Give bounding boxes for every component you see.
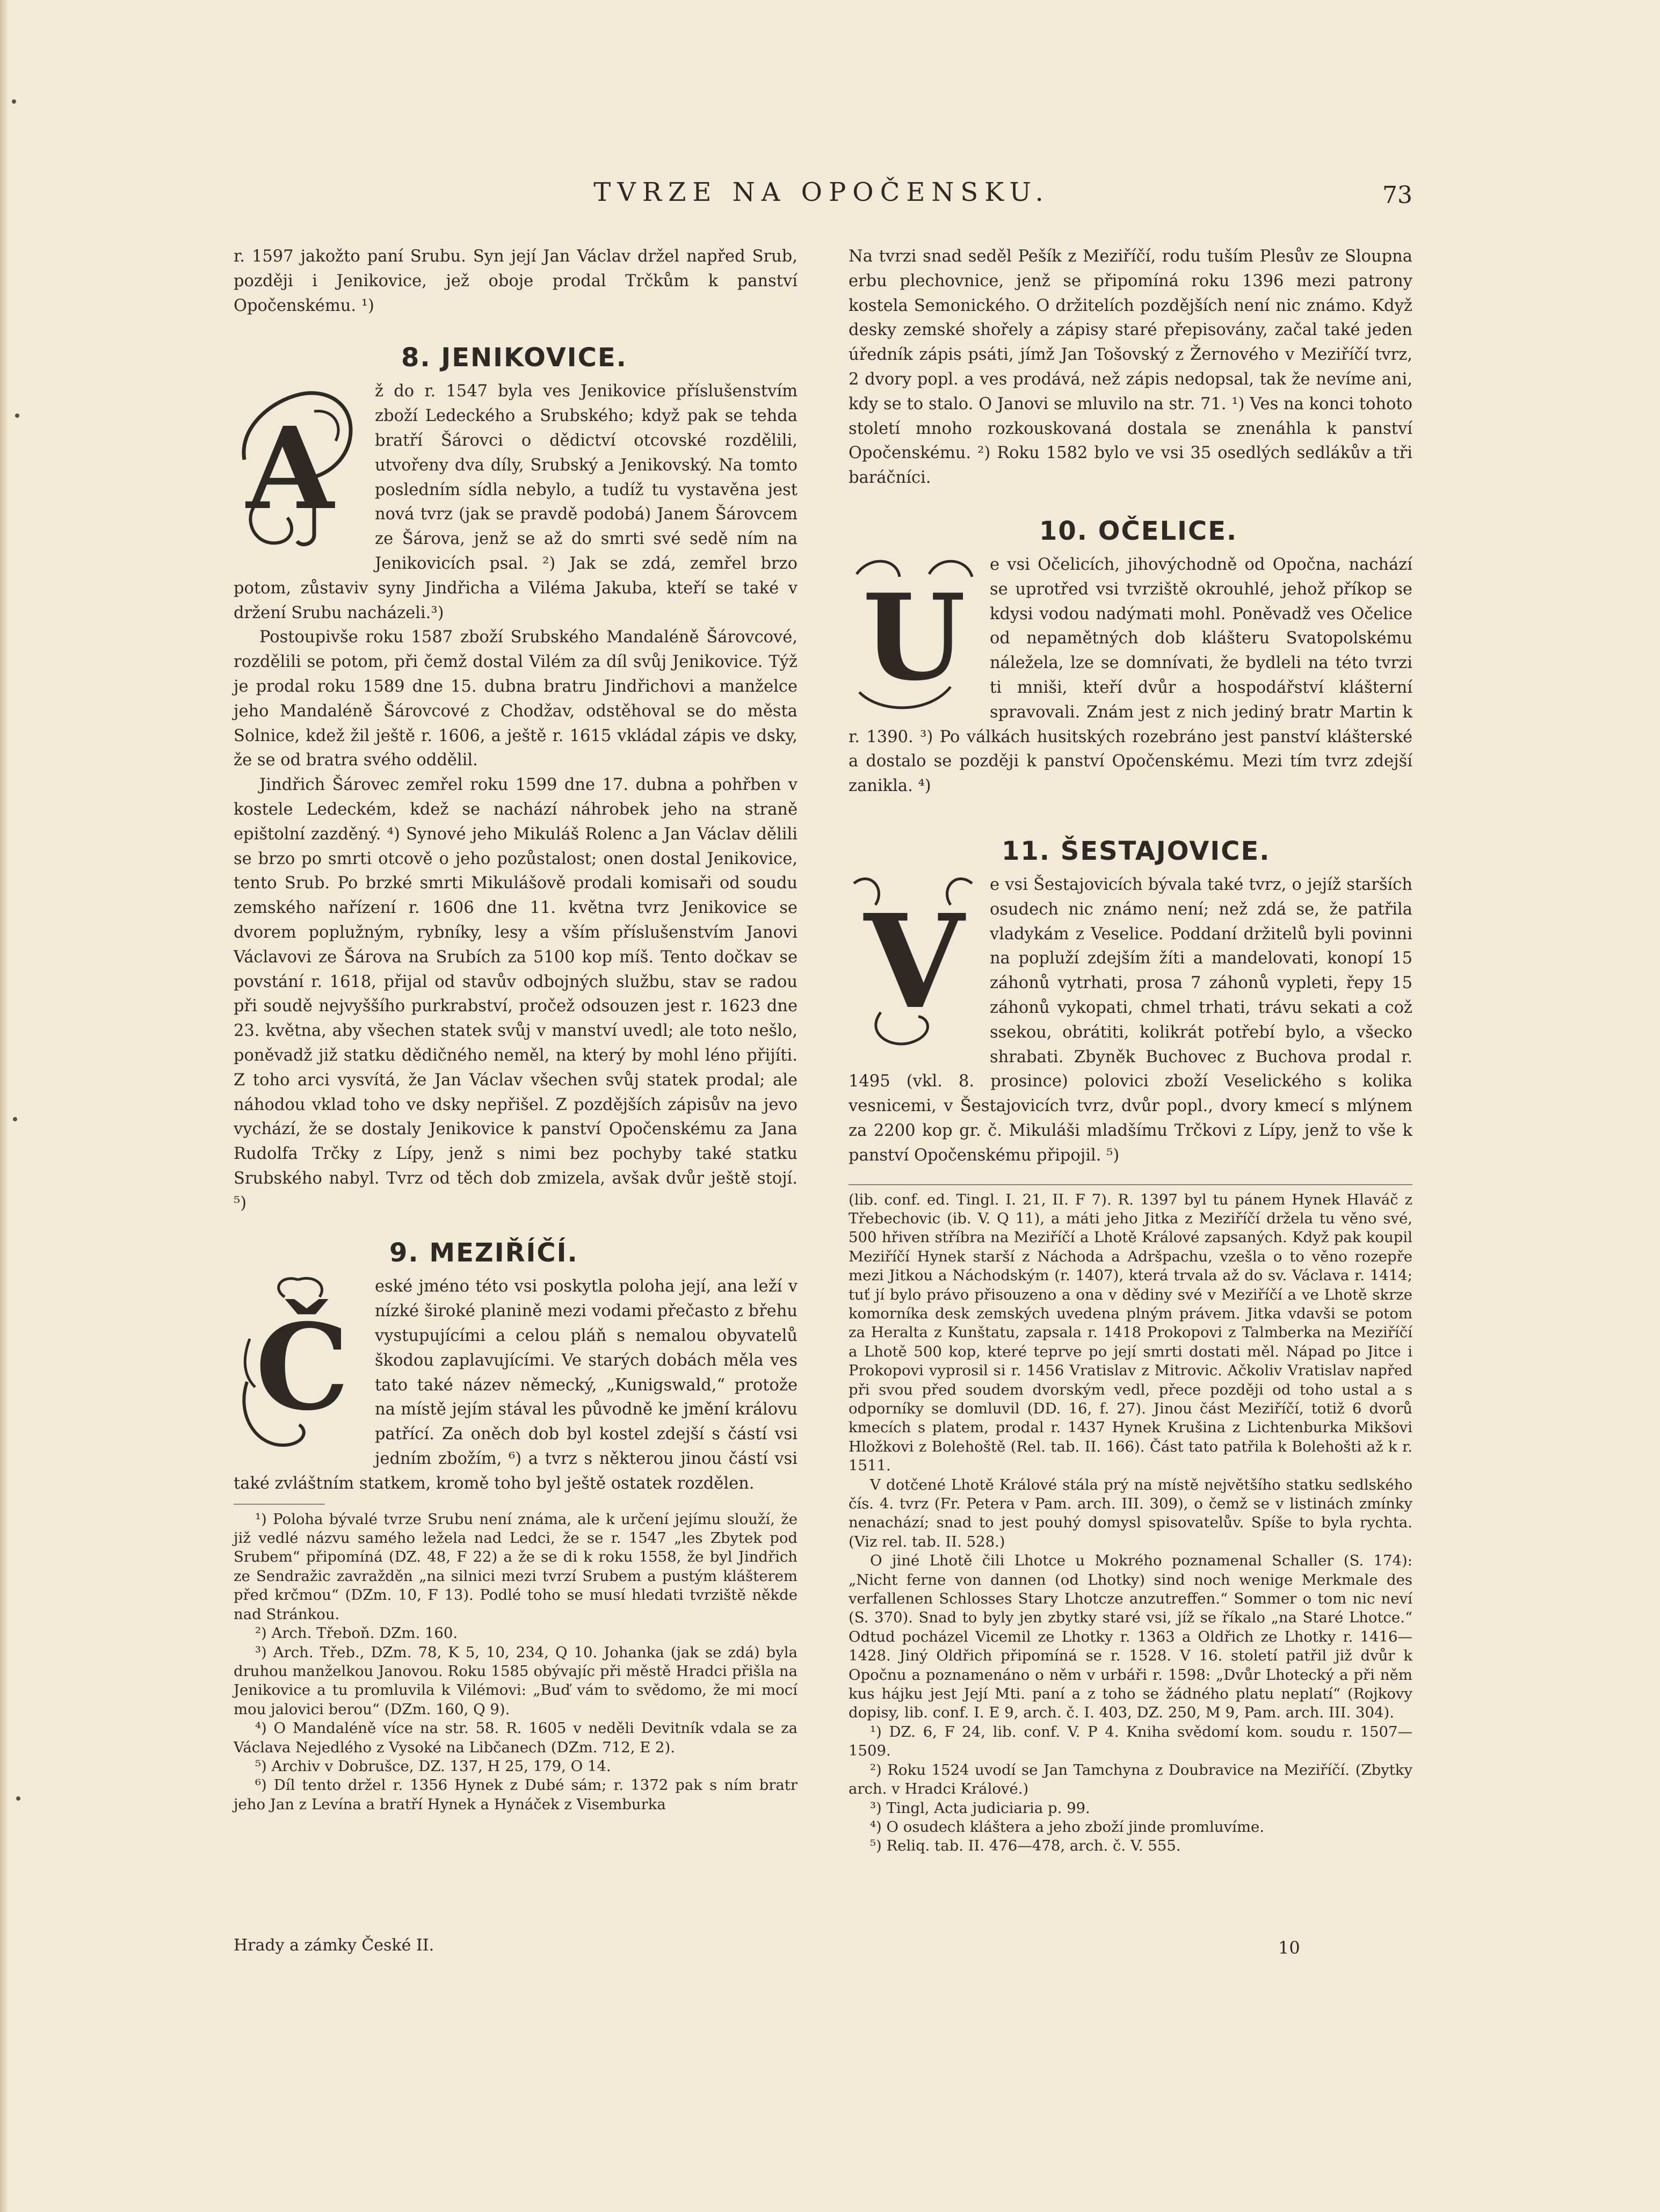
footnotes [234, 1510, 798, 1815]
footnote: (lib. conf. ed. Tingl. I. 21, II. F 7). R. 1397 byl tu pánem Hynek Hlaváč z Třebechovic (ib. V. Q 11), a máti jeho Jitka z Meziříčí držela tu věno své, 500 hřiven stříbra na Meziříčí a Lhotě Králové zapsaných. Když pak koupil Meziříčí Hynek starší z Náchoda a Adršpachu, vzešla o to věno rozepře mezi Jitkou a Náchodským (r. 1407), která trvala až do sv. Václava r. 1414; tuť jí bylo právo přisouzeno a ona v dědiny své v Meziříčí a ve Lhotě skrze komorníka desk zemských uvedena plným právem. Jitka vdavši se potom za Heralta z Kunštatu, zapsala r. 1418 Prokopovi z Talmberka na Meziříčí a Lhotě 500 kop, které teprve po její smrti dostati měl. Nápad po Jitce i Prokopovi vyprosil si r. 1456 Vratislav z Mitrovic. Ačkoliv Vratislav napřed při svou před soudem dvorským vedl, přece později od toho ustal a s odporníky se domluvil (DD. 16, f. 27). Jinou část Meziříčí, totiž 6 dvorů kmecích s platem, prodal r. 1437 Hynek Krušina z Lichtenburka Mikšovi Hložkovi z Bolehoště (Rel. tab. II. 166). Část tato patřila k Bolehošti až k r. 1511. [849, 1191, 1412, 1475]
dropcap-v [849, 873, 980, 1050]
svg-text:Č: Č [255, 1297, 350, 1437]
running-title: TVRZE NA OPOČENSKU. [593, 177, 1050, 207]
footnote: ⁵) Archiv v Dobrušce, DZ. 137, H 25, 179, O 14. [255, 1757, 611, 1775]
dropcap-c [234, 1274, 365, 1452]
footnote: ⁴) O Mandaléně více na str. 58. R. 1605 v neděli Devitník vdala se za Václava Nejedlého z Vysoké na Libčanech (DZm. 712, E 2). [234, 1720, 798, 1756]
footnote: ¹) Poloha bývalé tvrze Srubu není známa, ale k určení jejímu slouží, že již vedlé názvu samého ležela nad Ledci, že se r. 1547 „les Zbytek pod Srubem“ připomíná (DZ. 48, F 22) a že se di k roku 1558, že byl Jindřich ze Sendražic zavražděn „na silnici mezi tvrzí Srubem a pustým klášterem před krčmou“ (DZm. 10, F 13). Podlé toho se musí hledati tvrziště někde nad Stránkou. [234, 1510, 798, 1623]
svg-text:U: U [862, 567, 966, 707]
signature-number: 10 [1278, 1938, 1300, 1958]
margin-speck [13, 1117, 17, 1121]
section-heading [234, 1238, 798, 1274]
footnote: ¹) DZ. 6, F 24, lib. conf. V. P 4. Kniha svědomí kom. soudu r. 1507—1509. [849, 1723, 1412, 1760]
ornamental-initial-icon [234, 379, 365, 551]
footnote: ⁵) Reliq. tab. II. 476—478, arch. č. V. 555. [870, 1837, 1181, 1855]
section-paragraph: e vsi Šestajovicích bývala také tvrz, o jejíž starších osudech nic známo není; než zdá se, že patřila vladykám z Veselice. Poddaní držitelů byli povinni na popluží zdejším žíti a mandelovati, konopí 15 záhonů vytrhati, prosa 7 záhonů vypleti, řepy 15 záhonů vykopati, chmel trhati, trávu sekati a což ssekou, obrátiti, kolikrát potřebí bylo, a všecko shrabati. Zbyněk Buchovec z Buchova prodal r. 1495 (vkl. 8. prosince) polovici zboží Veselického s kolika vesnicemi, v Šestajovicích tvrz, dvůr popl., dvory kmecí s mlýnem za 2200 kop gr. č. Mikuláši mladšímu Trčkovi z Lípy, jenž to vše k panství Opočenskému připojil. ⁵) [849, 875, 1412, 1165]
section-heading [849, 516, 1412, 553]
ornamental-initial-icon [234, 1274, 365, 1452]
left-column [234, 244, 798, 1814]
section-paragraph: ž do r. 1547 byla ves Jenikovice příslušenstvím zboží Ledeckého a Srubského; když pak se tehda bratří Šárovci o dědictví otcovské rozdělili, utvořeny dva díly, Srubský a Jenikovský. Na tomto posledním sídla nebylo, a tudíž tu vystavěna jest nová tvrz (jak se pravdě podobá) Janem Šárovcem ze Šárova, jenž se až do smrti své sedě ním na Jenikovicích psal. ²) Jak se zdá, zemřel brzo potom, zůstaviv syny Jindřicha a Viléma Jakuba, kteří se také v držení Srubu nacházeli.³) [234, 382, 798, 622]
footnote: ³) Tingl, Acta judiciaria p. 99. [870, 1799, 1090, 1817]
margin-speck [12, 99, 16, 104]
page-edge [0, 0, 8, 2212]
section-title-jenikovice: 8. JENIKOVICE. [401, 343, 627, 373]
dropcap-a [234, 379, 365, 551]
page-header [231, 177, 1412, 220]
footnote: ²) Arch. Třeboň. DZm. 160. [255, 1624, 458, 1642]
svg-text:V: V [864, 886, 965, 1038]
ornamental-initial-icon [849, 873, 980, 1050]
section-heading [849, 836, 1412, 873]
section-paragraph: e vsi Očelicích, jihovýchodně od Opočna, nachází se uprotřed vsi tvrziště okrouhlé, jehož příkop se kdysi vodou nadýmati mohl. Poněvadž ves Očelice od nepamětných dob klášteru Svatopolskému náležela, lze se domnívati, že bydleli na této tvrzi ti mniši, kteří dvůr a hospodářství klášterní spravovali. Znám jest z nich jediný bratr Martin k r. 1390. ³) Po válkách husitských rozebráno jest panství klášterské a dostalo se později k panství Opočenskému. Mezi tím tvrz zdejší zanikla. ⁴) [849, 555, 1412, 796]
footnote-rule [234, 1504, 325, 1505]
section-paragraph: Jindřich Šárovec zemřel roku 1599 dne 17. dubna a pohřben v kostele Ledeckém, kdež se nachází náhrobek jeho na straně epištolní zazděný. ⁴) Synové jeho Mikuláš Rolenc a Jan Václav dělili se brzo po smrti otcově o jeho pozůstalost; onen dostal Jenikovice, tento Srub. Po brzké smrti Mikulášově prodali komisaři od soudu zemského nařízení r. 1606 dne 11. května tvrz Jenikovice se dvorem poplužným, rybníky, lesy a vším příslušenstvím Janovi Václavovi ze Šárova na Srubích za 5100 kop míš. Tento dočkav se povstání r. 1618, přijal od stavův odbojných službu, stav se radou při soudě nejvyššího purkrabství, pročež odsouzen jest r. 1623 dne 23. května, aby všechen statek svůj v manství uvedl; ale toto nešlo, poněvadž již statku dědičného neměl, na který by mohl léno přijíti. Z toho arci vysvítá, že Jan Václav všechen svůj statek prodal; ale náhodou vklad toho ve dsky nepřišel. Z pozdějších zápisův na jevo vychází, že se dostaly Jenikovice k panství Opočenskému za Jana Rudolfa Trčky z Lípy, jenž s nimi bez pochyby také statku Srubského nabyl. Tvrz od těch dob zmizela, avšak dvůr ještě stojí. ⁵) [234, 775, 798, 1213]
section-title-mezirici: 9. MEZIŘÍČÍ. [389, 1238, 578, 1268]
intro-paragraph: Na tvrzi snad seděl Pešík z Meziříčí, rodu tuším Plesův ze Sloupna erbu plechovnice, jenž se připomíná roku 1396 mezi patrony kostela Semonického. O držitelích pozdějších není nic známo. Když desky zemské shořely a zápisy staré přepisovány, začal také jeden úředník zápis psáti, jímž Jan Tošovský z Žernového v Meziříčí tvrz, 2 dvory popl. a ves prodává, než zápis nedopsal, tak že nevíme ani, kdy se to stalo. O Janovi se mluvilo na str. 71. ¹) Ves na konci tohoto století mnoho rozkouskovaná dostala se znenáhla k panství Opočenskému. ²) Roku 1582 bylo ve vsi 35 osedlých sedlákův a tři baráčníci. [849, 247, 1412, 488]
footnote: O jiné Lhotě čili Lhotce u Mokrého poznamenal Schaller (S. 174): „Nicht ferne von dannen (od Lhotky) sind noch wenige Merkmale des verfallenen Schlosses Stary Lhotcze anzutreffen.“ Sommer o tom nic neví (S. 370). Snad to byly jen zbytky staré vsi, jíž se říkalo „na Staré Lhotce.“ Odtud pocházel Vicemil ze Lhotky r. 1363 a Oldřich ze Lhotky r. 1416—1428. Jiný Oldřich připomíná se r. 1528. V 16. století patřil již dvůr k Opočnu a poznamenáno o něm v urbáři r. 1598: „Dvůr Lhotecký a při něm kus hájku jest Její Mti. paní a z toho se žádného platu neplatí“ (Rojkovy dopisy, lib. conf. I. E 9, arch. č. I. 403, DZ. 250, M 9, Pam. arch. III. 304). [849, 1552, 1412, 1722]
margin-speck [16, 1796, 20, 1801]
section-title-ocelice: 10. OČELICE. [1039, 516, 1238, 546]
footnote: ²) Roku 1524 uvodí se Jan Tamchyna z Doubravice na Meziříčí. (Zbytky arch. v Hradci Králové.) [849, 1761, 1412, 1798]
section-paragraph: Postoupivše roku 1587 zboží Srubského Mandaléně Šárovcové, rozdělili se potom, při čemž dostal Vilém za díl svůj Jenikovice. Týž je prodal roku 1589 dne 15. dubna bratru Jindřichovi a manželce jeho Mandaléně Šárovcové z Chodžav, odstěhoval se do města Solnice, kdež žil ještě r. 1606, a ještě r. 1615 vkládal zápis ve dsky, že se od bratra svého oddělil. [234, 628, 798, 770]
page-number: 73 [1382, 182, 1412, 209]
intro-paragraph: r. 1597 jakožto paní Srubu. Syn její Jan Václav držel napřed Srub, později i Jenikovice, jež oboje prodal Trčkům k panství Opočenskému. ¹) [234, 247, 798, 315]
footnotes-continued [849, 1191, 1412, 1856]
section-paragraph: eské jméno této vsi poskytla poloha její, ana leží v nízké široké planině mezi vodami přečasto z břehu vystupujícími a celou pláň s nemalou obyvatelů škodou zaplavujícími. Ve starých dobách měla ves tato také název německý, „Kunigswald,“ protože na místě jejím stával les původně ke jmění královu patřící. Za oněch dob byl kostel zdejší s částí vsi jedním zbožím, ⁶) a tvrz s některou jinou částí vsi také zvláštním statkem, kromě toho byl ještě ostatek rozdělen. [234, 1277, 798, 1493]
section-title-sestajovice: 11. ŠESTAJOVICE. [1002, 836, 1271, 866]
footnote-rule [849, 1184, 1412, 1185]
ornamental-initial-icon [849, 553, 980, 714]
footnote: ⁶) Díl tento držel r. 1356 Hynek z Dubé sám; r. 1372 pak s ním bratr jeho Jan z Levína a bratří Hynek a Hynáček z Visemburka [234, 1776, 798, 1813]
footnote: V dotčené Lhotě Králové stála prý na místě největšího statku sedlského čís. 4. tvrz (Fr. Petera v Pam. arch. III. 309), o čemž se v listinách zmínky nenachází; snad to jest pouhý domysl spisovatelův. Spíše to byla rychta. (Viz rel. tab. II. 528.) [849, 1476, 1412, 1550]
footnote: ³) Arch. Třeb., DZm. 78, K 5, 10, 234, Q 10. Johanka (jak se zdá) byla druhou manželkou Janovou. Roku 1585 obývajíc při městě Hradci přišla na Jenikovice a tu promluvila k Vilémovi: „Buď vám to svědomo, že mi mocí mou jalovici berou“ (DZm. 160, Q 9). [234, 1643, 798, 1718]
right-column [849, 244, 1412, 1856]
section-heading [234, 343, 798, 379]
dropcap-u [849, 553, 980, 714]
margin-speck [15, 414, 19, 418]
book-footer: Hrady a zámky České II. [234, 1936, 434, 1955]
svg-text:A: A [246, 402, 334, 535]
footnote: ⁴) O osudech kláštera a jeho zboží jinde promluvíme. [870, 1818, 1265, 1836]
